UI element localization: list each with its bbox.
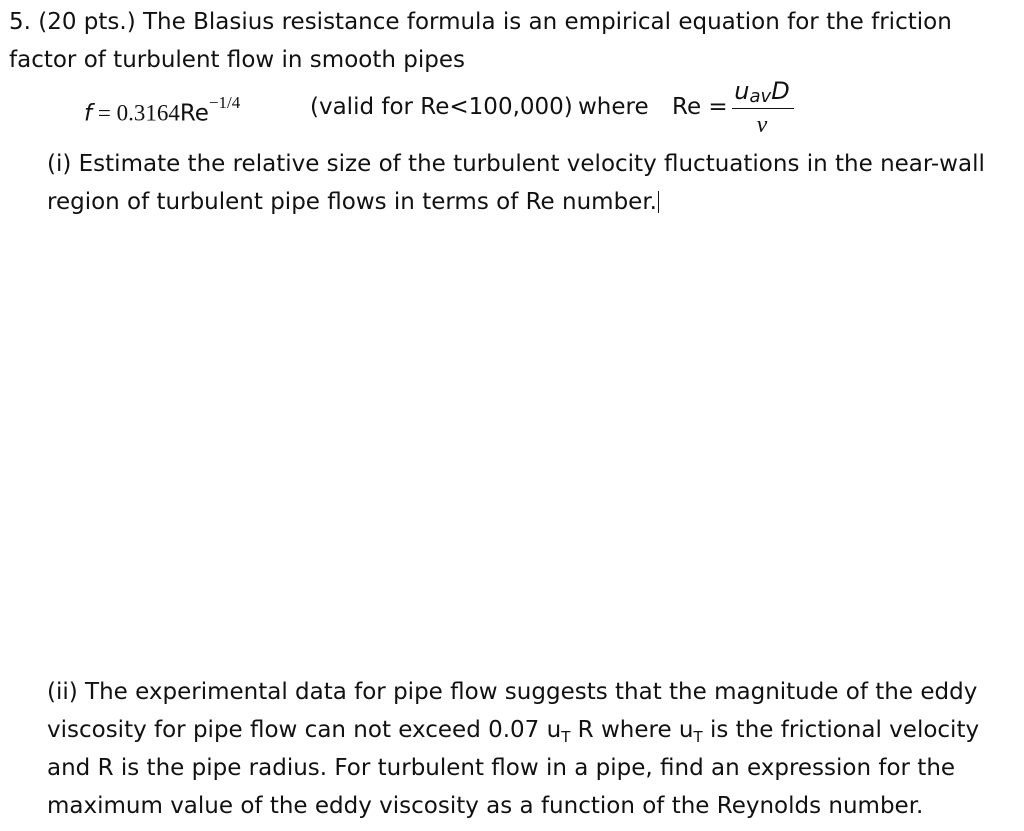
part-ii-line-4: maximum value of the eddy viscosity as a function of the Reynolds number. <box>47 793 924 819</box>
coefficient: 0.3164 <box>116 100 180 126</box>
u-tau-subscript-2: T <box>693 728 703 746</box>
where-word: where <box>578 94 649 120</box>
problem-heading-line-2: factor of turbulent flow in smooth pipes <box>9 47 465 73</box>
part-ii-line-3: and R is the pipe radius. For turbulent flow in a pipe, find an expression for the <box>47 755 956 781</box>
equals-sign: = <box>92 100 117 126</box>
part-i-line-2 <box>47 183 659 221</box>
text-cursor <box>658 191 659 213</box>
re-symbol: Re <box>179 100 209 127</box>
validity-note: (valid for Re<100,000) <box>310 94 573 120</box>
reynolds-lhs: Re = <box>672 94 728 120</box>
u-tau-subscript: T <box>561 728 571 746</box>
part-i-line-1: (i) Estimate the relative size of the turbulent velocity fluctuations in the near-wall <box>47 151 985 177</box>
part-i-line-2-text: region of turbulent pipe flows in terms of Re number. <box>47 189 657 215</box>
exponent: −1/4 <box>208 93 241 112</box>
problem-heading-line: 5. (20 pts.) The Blasius resistance formula is an empirical equation for the friction <box>9 9 952 35</box>
part-ii-line-1: (ii) The experimental data for pipe flow suggests that the magnitude of the eddy <box>47 679 978 705</box>
fraction-numerator: $u_{av}D$ <box>734 77 790 107</box>
fraction-bar <box>732 108 794 109</box>
friction-factor-expression <box>84 88 240 133</box>
reynolds-fraction <box>730 76 794 142</box>
f-symbol: f <box>84 100 93 127</box>
blasius-formula <box>84 77 824 142</box>
fraction-denominator: ν <box>756 112 768 138</box>
part-ii-line-2: viscosity for pipe flow can not exceed 0.07 $u_T$ R where $u_T$ is the frictional velocity <box>47 717 980 746</box>
